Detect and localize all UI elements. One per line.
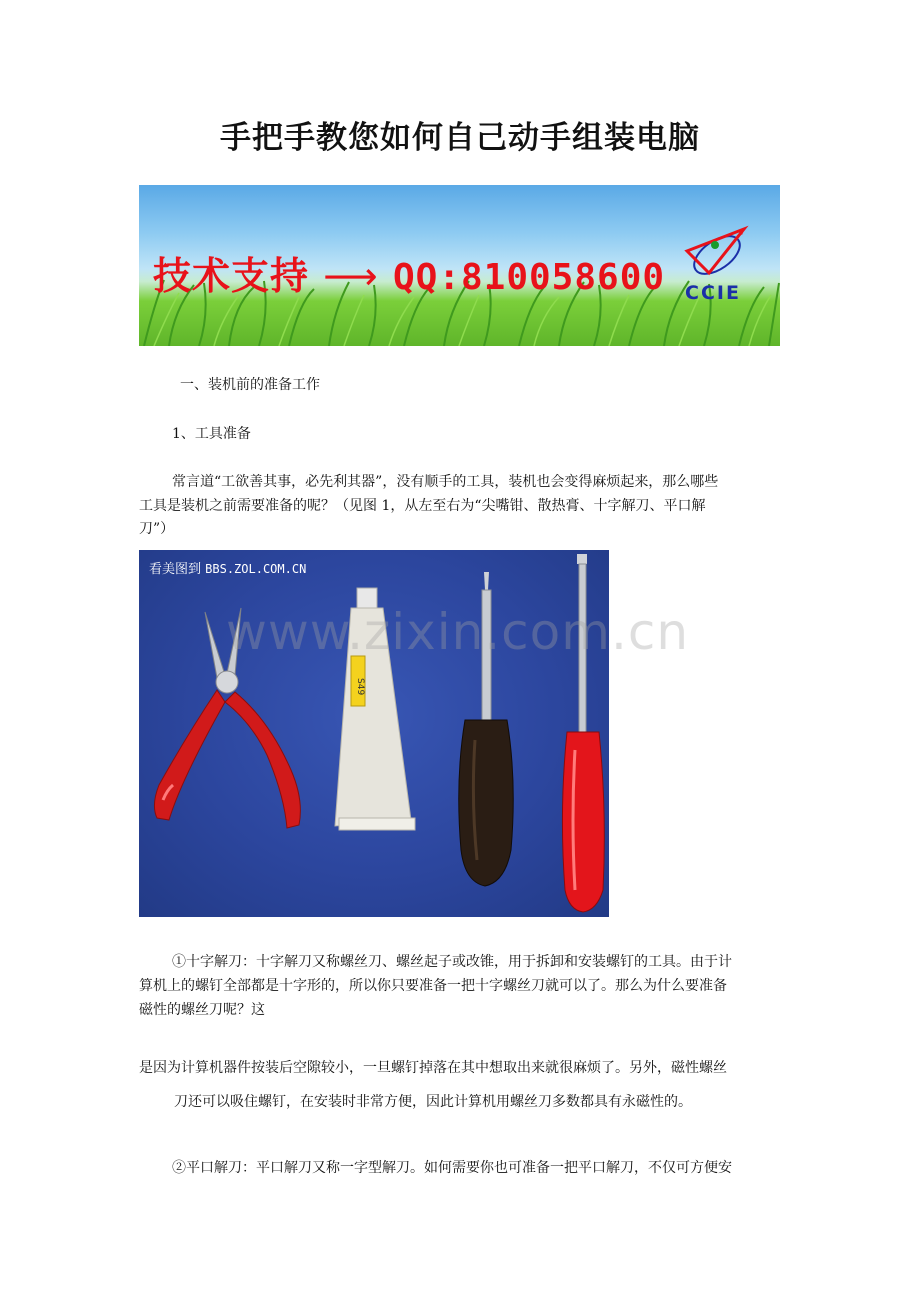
para3-line-1: ②平口解刀：平口解刀又称一字型解刀。如何需要你也可准备一把平口解刀，不仅可方便安: [172, 1160, 732, 1176]
ccie-logo-icon: [687, 228, 746, 281]
para1-line-2: 算机上的螺钉全部都是十字形的，所以你只要准备一把十字螺丝刀就可以了。那么为什么要准备: [139, 978, 727, 994]
intro-line-3: 刀”）: [139, 521, 175, 537]
arrow-icon: ⟶: [323, 254, 379, 298]
intro-line-1: 常言道“工欲善其事，必先利其器”，没有顺手的工具，装机也会变得麻烦起来，那么哪些: [172, 474, 719, 490]
photo-caption-cn: 看美图到: [149, 562, 202, 577]
tech-support-banner: [139, 185, 780, 346]
para2-line-1: 是因为计算机器件按装后空隙较小，一旦螺钉掉落在其中想取出来就很麻烦了。另外，磁性螺丝: [139, 1060, 727, 1076]
para1-line-1: ①十字解刀：十字解刀又称螺丝刀、螺丝起子或改锥，用于拆卸和安装螺钉的工具。由于计: [172, 954, 732, 970]
para1-line-3: 磁性的螺丝刀呢？这: [139, 1002, 265, 1018]
qq-number: QQ:810058600: [392, 257, 666, 298]
photo-caption-url: BBS.ZOL.COM.CN: [205, 562, 307, 576]
watermark: www.zixin.com.cn: [226, 603, 690, 661]
ccie-logo-text: CCIE: [685, 282, 741, 304]
support-text: [153, 245, 665, 300]
tube-label: S49: [355, 678, 365, 696]
document-title: 手把手教您如何自己动手组装电脑: [220, 120, 700, 156]
support-label: 技术支持: [153, 254, 310, 298]
subsection-heading: 1、工具准备: [172, 426, 251, 442]
para2-line-2: 刀还可以吸住螺钉，在安装时非常方便，因此计算机用螺丝刀多数都具有永磁性的。: [174, 1094, 692, 1110]
intro-line-2: 工具是装机之前需要准备的呢？（见图 1，从左至右为“尖嘴钳、散热膏、十字解刀、平口解: [139, 498, 706, 514]
section-heading: 一、装机前的准备工作: [180, 377, 320, 393]
